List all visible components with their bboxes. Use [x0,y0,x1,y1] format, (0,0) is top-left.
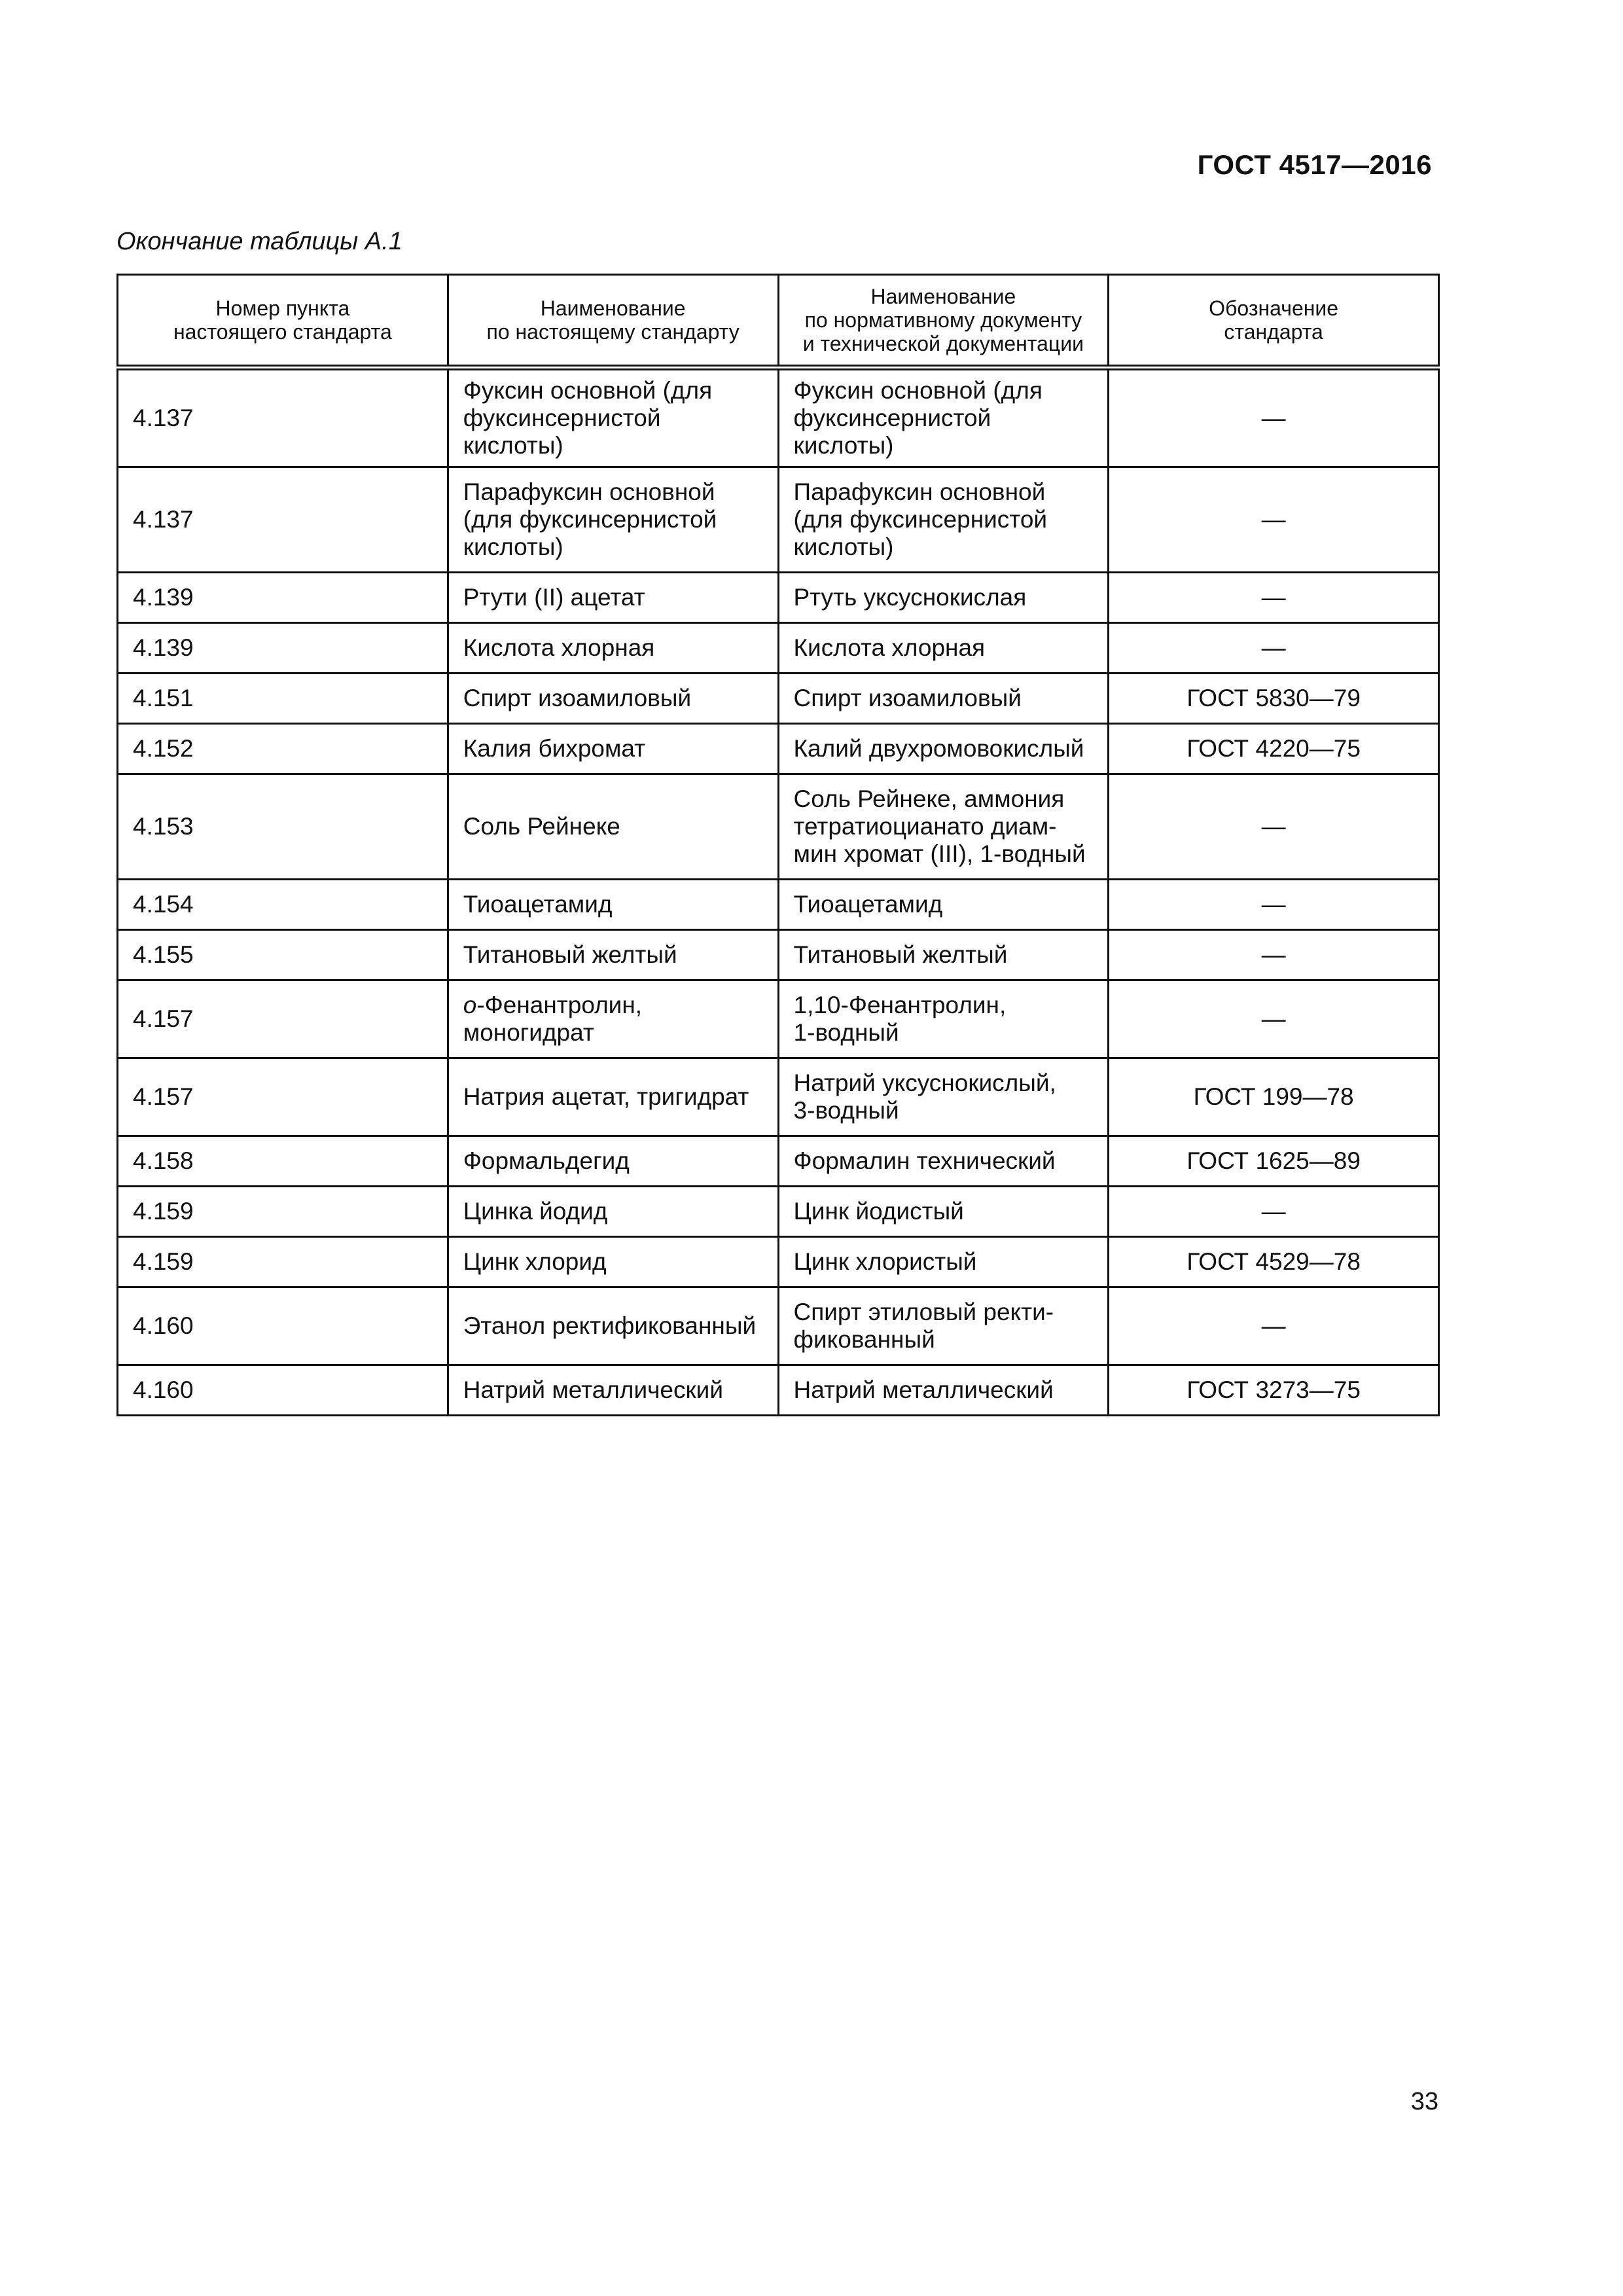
column-header-name: Наименование по настоящему стандарту [448,275,778,368]
cell-clause-number: 4.154 [118,880,448,930]
cell-clause-number: 4.158 [118,1136,448,1187]
cell-clause-number: 4.151 [118,673,448,724]
table-row [118,1287,1439,1365]
cell-name: Титановый желтый [448,930,778,980]
cell-name: Этанол ректификованный [448,1287,778,1365]
cell-doc-name: Ртуть уксуснокислая [778,573,1109,623]
cell-name: Цинка йодид [448,1187,778,1237]
cell-clause-number: 4.137 [118,368,448,467]
column-header-clause: Номер пункта настоящего стандарта [118,275,448,368]
cell-clause-number: 4.139 [118,573,448,623]
cell-standard: — [1109,467,1439,573]
table-row [118,1058,1439,1136]
cell-doc-name: Калий двухромовокислый [778,724,1109,774]
cell-name: Фуксин основной (для фуксинсернистой кислоты) [448,368,778,467]
cell-clause-number: 4.139 [118,623,448,673]
cell-clause-number: 4.137 [118,467,448,573]
cell-name: Спирт изоамиловый [448,673,778,724]
header-row [118,275,1439,368]
cell-name: Кислота хлорная [448,623,778,673]
cell-clause-number: 4.160 [118,1365,448,1416]
table-body [118,368,1439,1416]
cell-standard: — [1109,930,1439,980]
cell-clause-number: 4.159 [118,1237,448,1287]
cell-standard: ГОСТ 199—78 [1109,1058,1439,1136]
cell-standard: — [1109,623,1439,673]
cell-standard: — [1109,1287,1439,1365]
cell-clause-number: 4.159 [118,1187,448,1237]
cell-name: Калия бихромат [448,724,778,774]
table-row [118,774,1439,880]
table-row [118,368,1439,467]
cell-doc-name: Соль Рейнеке, аммония тетратиоцианато диам- мин хромат (III), 1-водный [778,774,1109,880]
cell-clause-number: 4.157 [118,980,448,1058]
cell-standard: — [1109,1187,1439,1237]
cell-standard: ГОСТ 4220—75 [1109,724,1439,774]
cell-standard: — [1109,774,1439,880]
cell-clause-number: 4.152 [118,724,448,774]
table-row [118,673,1439,724]
column-header-doc-name: Наименование по нормативному документу и технической документации [778,275,1109,368]
cell-doc-name: Парафуксин основной (для фуксинсернистой кислоты) [778,467,1109,573]
page-number: 33 [1410,2088,1438,2115]
cell-doc-name: Спирт изоамиловый [778,673,1109,724]
cell-clause-number: 4.155 [118,930,448,980]
cell-name: Ртути (II) ацетат [448,573,778,623]
cell-standard: ГОСТ 1625—89 [1109,1136,1439,1187]
cell-doc-name: Цинк йодистый [778,1187,1109,1237]
cell-doc-name: Титановый желтый [778,930,1109,980]
reagents-table [116,274,1440,1416]
table-row [118,1136,1439,1187]
cell-doc-name: Цинк хлористый [778,1237,1109,1287]
table-row [118,980,1439,1058]
cell-name: Цинк хлорид [448,1237,778,1287]
cell-standard: ГОСТ 4529—78 [1109,1237,1439,1287]
cell-standard: — [1109,980,1439,1058]
cell-standard: — [1109,573,1439,623]
table-row [118,930,1439,980]
table-row [118,623,1439,673]
cell-name: о-Фенантролин, моногидрат [448,980,778,1058]
cell-doc-name: Тиоацетамид [778,880,1109,930]
column-header-standard: Обозначение стандарта [1109,275,1439,368]
cell-doc-name: Спирт этиловый ректи- фикованный [778,1287,1109,1365]
cell-name: Натрий металлический [448,1365,778,1416]
cell-name: Тиоацетамид [448,880,778,930]
cell-standard: — [1109,368,1439,467]
cell-doc-name: Фуксин основной (для фуксинсернистой кислоты) [778,368,1109,467]
table-header [118,275,1439,368]
table-row [118,1237,1439,1287]
cell-doc-name: Натрий уксуснокислый, 3-водный [778,1058,1109,1136]
cell-standard: ГОСТ 3273—75 [1109,1365,1439,1416]
cell-clause-number: 4.157 [118,1058,448,1136]
table-row [118,880,1439,930]
cell-clause-number: 4.160 [118,1287,448,1365]
cell-name: Натрия ацетат, тригидрат [448,1058,778,1136]
table-row [118,1187,1439,1237]
document-code: ГОСТ 4517—2016 [1197,149,1432,180]
cell-clause-number: 4.153 [118,774,448,880]
table-caption: Окончание таблицы А.1 [116,228,402,255]
cell-name: Соль Рейнеке [448,774,778,880]
cell-name: Формальдегид [448,1136,778,1187]
cell-name: Парафуксин основной (для фуксинсернистой кислоты) [448,467,778,573]
cell-doc-name: Формалин технический [778,1136,1109,1187]
cell-standard: — [1109,880,1439,930]
cell-doc-name: 1,10-Фенантролин, 1-водный [778,980,1109,1058]
table-row [118,1365,1439,1416]
cell-standard: ГОСТ 5830—79 [1109,673,1439,724]
cell-doc-name: Натрий металлический [778,1365,1109,1416]
table-row [118,467,1439,573]
cell-doc-name: Кислота хлорная [778,623,1109,673]
table-row [118,724,1439,774]
table-row [118,573,1439,623]
